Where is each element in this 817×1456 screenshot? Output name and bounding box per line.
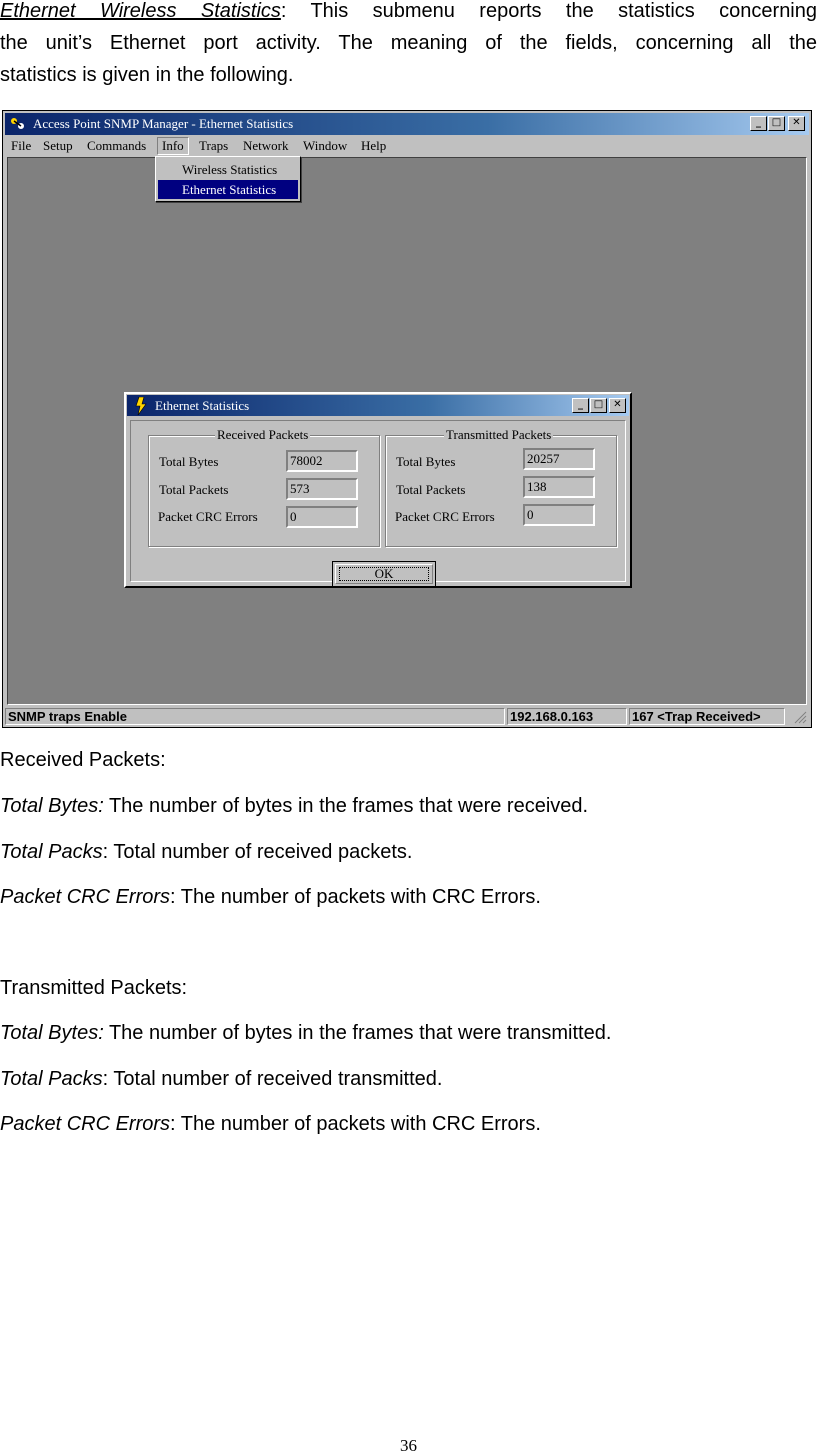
- transmitted-item-2-desc: : Total number of received transmitted.: [102, 1068, 443, 1090]
- received-item-1: [0, 795, 588, 818]
- status-bar: [5, 706, 809, 726]
- received-total-bytes-field[interactable]: 78002: [286, 450, 358, 472]
- menu-window[interactable]: Window: [303, 138, 348, 153]
- ok-button[interactable]: [332, 561, 436, 587]
- dialog-maximize-button[interactable]: □: [590, 398, 607, 413]
- menu-item-ethernet-statistics[interactable]: Ethernet Statistics: [158, 180, 298, 199]
- menu-info[interactable]: Info: [157, 137, 189, 155]
- intro-line-3: statistics is given in the following.: [0, 64, 294, 86]
- received-item-2: [0, 841, 412, 864]
- received-item-3-desc: : The number of packets with CRC Errors.: [170, 886, 541, 908]
- menu-help[interactable]: Help: [361, 138, 387, 153]
- menu-file[interactable]: File: [11, 138, 32, 153]
- received-item-3: [0, 886, 541, 909]
- received-item-1-term: Total Bytes:: [0, 795, 104, 817]
- ethernet-statistics-dialog: [124, 392, 632, 588]
- intro-text-1: : This submenu reports the statistics concerning: [280, 0, 817, 22]
- minimize-button[interactable]: _: [750, 116, 767, 131]
- intro-line-2: the unit’s Ethernet port activity. The meaning of the fields, concerning all the: [0, 32, 817, 54]
- mdi-workspace: [7, 157, 807, 705]
- transmitted-item-1-term: Total Bytes:: [0, 1022, 104, 1044]
- received-packets-group: [148, 427, 380, 547]
- menu-network[interactable]: Network: [243, 138, 289, 153]
- transmitted-item-3-term: Packet CRC Errors: [0, 1113, 171, 1135]
- transmitted-total-bytes-field[interactable]: 20257: [523, 448, 595, 470]
- transmitted-crc-errors-field[interactable]: 0: [523, 504, 595, 526]
- transmitted-item-1: [0, 1022, 611, 1045]
- transmitted-packets-group: [385, 427, 617, 547]
- received-total-packets-field[interactable]: 573: [286, 478, 358, 500]
- transmitted-total-packets-field[interactable]: 138: [523, 476, 595, 498]
- dialog-minimize-button[interactable]: _: [572, 398, 589, 413]
- menu-item-wireless-statistics[interactable]: Wireless Statistics: [182, 162, 278, 177]
- transmitted-group-legend: Transmitted Packets: [446, 427, 552, 442]
- received-crc-errors-label: Packet CRC Errors: [158, 509, 258, 524]
- status-traps: SNMP traps Enable: [5, 708, 505, 725]
- dialog-titlebar: [127, 395, 629, 416]
- received-total-packets-label: Total Packets: [159, 482, 229, 497]
- received-item-2-desc: : Total number of received packets.: [102, 841, 413, 863]
- menu-setup[interactable]: Setup: [43, 138, 73, 153]
- app-titlebar: [5, 113, 809, 135]
- received-heading: Received Packets:: [0, 749, 166, 771]
- transmitted-item-1-desc: The number of bytes in the frames that were transmitted.: [103, 1022, 612, 1044]
- network-app-icon: [10, 117, 26, 131]
- transmitted-heading: Transmitted Packets:: [0, 977, 188, 999]
- menu-traps[interactable]: Traps: [199, 138, 229, 153]
- dialog-close-button[interactable]: ✕: [609, 398, 626, 413]
- intro-term: Ethernet Wireless Statistics: [0, 0, 281, 22]
- transmitted-total-packets-label: Total Packets: [396, 482, 466, 497]
- app-title: Access Point SNMP Manager - Ethernet Statistics: [33, 116, 294, 131]
- received-item-2-term: Total Packs: [0, 841, 103, 863]
- dialog-title: Ethernet Statistics: [155, 398, 250, 413]
- received-group-legend: Received Packets: [217, 427, 309, 442]
- dialog-client: [130, 420, 626, 582]
- maximize-button[interactable]: □: [768, 116, 785, 131]
- transmitted-item-3-desc: : The number of packets with CRC Errors.: [170, 1113, 541, 1135]
- page-number: 36: [400, 1436, 417, 1455]
- close-button[interactable]: ✕: [788, 116, 805, 131]
- intro-paragraph: [0, 0, 817, 91]
- transmitted-item-2-term: Total Packs: [0, 1068, 103, 1090]
- transmitted-total-bytes-label: Total Bytes: [396, 454, 456, 469]
- transmitted-item-2: [0, 1068, 442, 1091]
- intro-line-1: [0, 0, 817, 27]
- menu-bar: [5, 136, 809, 156]
- received-crc-errors-field[interactable]: 0: [286, 506, 358, 528]
- app-window: [2, 110, 812, 728]
- ok-button-label: OK: [339, 567, 429, 581]
- received-total-bytes-label: Total Bytes: [159, 454, 219, 469]
- received-item-3-term: Packet CRC Errors: [0, 886, 171, 908]
- menu-commands[interactable]: Commands: [87, 138, 147, 153]
- status-trap-count: 167 <Trap Received>: [629, 708, 785, 725]
- info-dropdown-menu: [155, 156, 301, 202]
- transmitted-item-3: [0, 1113, 541, 1136]
- lightning-icon: [135, 397, 149, 415]
- received-item-1-desc: The number of bytes in the frames that were received.: [103, 795, 589, 817]
- transmitted-crc-errors-label: Packet CRC Errors: [395, 509, 495, 524]
- status-ip: 192.168.0.163: [507, 708, 627, 725]
- resize-grip-icon[interactable]: [793, 710, 807, 724]
